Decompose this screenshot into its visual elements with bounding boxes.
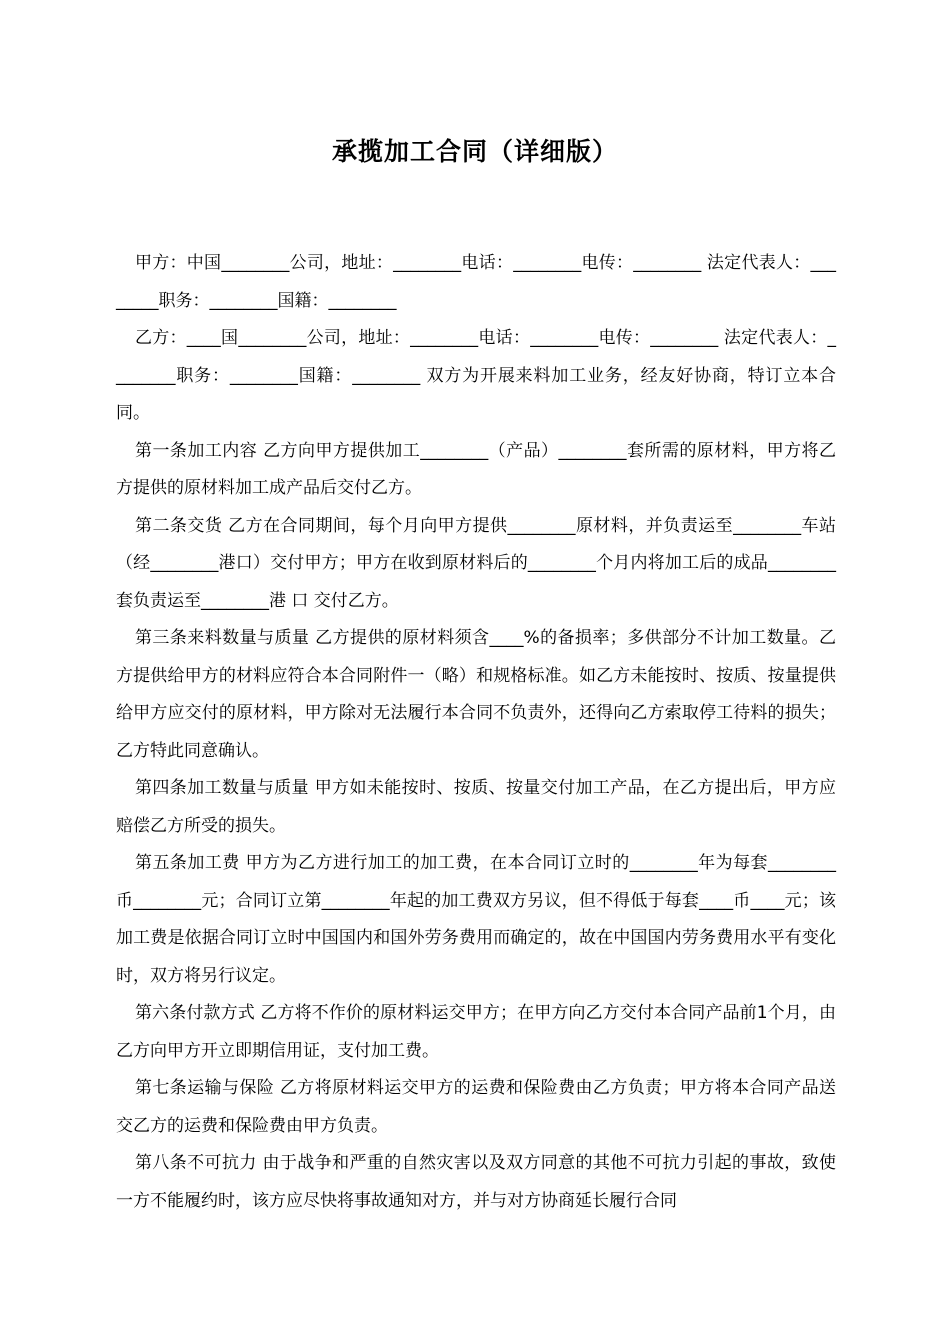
paragraph-article-2: 第二条交货 乙方在合同期间，每个月向甲方提供________原材料，并负责运至________车站（经________港口）交付甲方；甲方在收到原材料后的________个月内将加工后的成品________套负责运至________港 口 交付乙方。 (116, 515, 836, 611)
paragraph-party-b: 乙方：____国________公司，地址：________电话：________电传：________ 法定代表人：________职务：________国籍：________ 双方为开展来料加工业务，经友好协商，特订立本合同。 (116, 328, 836, 423)
document-title: 承揽加工合同（详细版） (331, 137, 618, 166)
document-body (116, 245, 836, 1220)
paragraph-article-5: 第五条加工费 甲方为乙方进行加工的加工费，在本合同订立时的________年为每套________币________元；合同订立第________年起的加工费双方另议，但不得低于每套____币____元；该加工费是依据合同订立时中国国内和国外劳务费用而确定的，故在中国国内劳务费用水平有变化时，双方将另行议定。 (116, 853, 836, 986)
paragraph-article-1: 第一条加工内容 乙方向甲方提供加工________（产品）________套所需的原材料，甲方将乙方提供的原材料加工成产品后交付乙方。 (116, 440, 836, 498)
paragraph-article-6: 第六条付款方式 乙方将不作价的原材料运交甲方；在甲方向乙方交付本合同产品前1个月，由乙方向甲方开立即期信用证，支付加工费。 (116, 1003, 836, 1061)
paragraph-article-8: 第八条不可抗力 由于战争和严重的自然灾害以及双方同意的其他不可抗力引起的事故，致使一方不能履约时，该方应尽快将事故通知对方，并与对方协商延长履行合同 (116, 1153, 836, 1211)
paragraph-article-3: 第三条来料数量与质量 乙方提供的原材料须含____%的备损率；多供部分不计加工数量。乙方提供给甲方的材料应符合本合同附件一（略）和规格标准。如乙方未能按时、按质、按量提供给甲方应交付的原材料，甲方除对无法履行本合同不负责外，还得向乙方索取停工待料的损失；乙方特此同意确认。 (116, 628, 836, 761)
paragraph-article-7: 第七条运输与保险 乙方将原材料运交甲方的运费和保险费由乙方负责；甲方将本合同产品送交乙方的运费和保险费由甲方负责。 (116, 1078, 836, 1136)
paragraph-article-4: 第四条加工数量与质量 甲方如未能按时、按质、按量交付加工产品，在乙方提出后，甲方应赔偿乙方所受的损失。 (116, 778, 836, 836)
paragraph-party-a: 甲方：中国________公司，地址：________电话：________电传：________ 法定代表人：________职务：________国籍：________ (116, 253, 836, 311)
